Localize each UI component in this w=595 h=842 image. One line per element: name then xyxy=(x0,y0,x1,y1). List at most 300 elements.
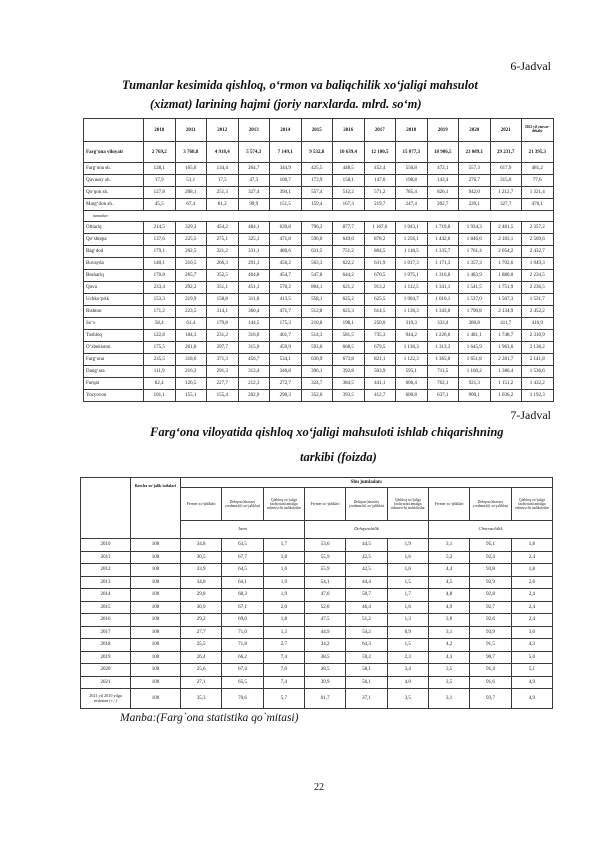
row-label: Rishton xyxy=(84,306,144,318)
data-cell: 3,1 xyxy=(428,689,469,709)
data-cell: 2,7 xyxy=(263,639,304,652)
data-cell: 454,7 xyxy=(270,270,302,282)
data-cell: 2 054,2 xyxy=(490,246,522,258)
data-cell: 175,3 xyxy=(270,318,302,330)
table-row xyxy=(81,551,553,564)
data-cell: 2,4 xyxy=(511,601,552,614)
year-label: 2021 yil 2010 yilga nisbatan (+,-) xyxy=(81,689,131,709)
data-cell: 100 xyxy=(131,689,181,709)
data-cell: 4 918,4 xyxy=(207,142,239,163)
data-cell: 396,1 xyxy=(301,366,333,378)
data-cell: 264,7 xyxy=(238,163,270,175)
data-cell: 596,0 xyxy=(301,234,333,246)
data-cell: 147,6 xyxy=(364,175,396,187)
data-cell: 333,4 xyxy=(427,318,459,330)
data-cell: 250,0 xyxy=(364,318,396,330)
data-cell: 165,0 xyxy=(175,163,207,175)
group-header: Chorvachilik xyxy=(428,521,552,539)
data-cell: 2 138,2 xyxy=(522,342,554,354)
data-cell: 7,0 xyxy=(263,664,304,677)
data-cell: 2 141,8 xyxy=(522,354,554,366)
data-cell: 5,1 xyxy=(511,664,552,677)
data-cell: 1 004,7 xyxy=(396,294,428,306)
data-cell: 670,5 xyxy=(364,270,396,282)
table-row xyxy=(81,664,553,677)
data-cell: 216,3 xyxy=(175,366,207,378)
column-header: 2022 yil yanvar- dekabr xyxy=(522,119,554,142)
data-cell: 18 906,5 xyxy=(427,142,459,163)
data-cell: 100 xyxy=(131,601,181,614)
subcategory-header: Fermer xo‘jaliklari xyxy=(428,488,469,521)
data-cell: 261,8 xyxy=(175,342,207,354)
data-cell: 581,5 xyxy=(333,330,365,342)
data-cell: 202,7 xyxy=(427,199,459,211)
including-header: Shu jumladan: xyxy=(181,478,553,488)
data-cell: 21 395,3 xyxy=(522,142,554,163)
data-cell: 2,6 xyxy=(511,576,552,589)
row-label: Yozyovon xyxy=(84,390,144,402)
row-label: Beshariq xyxy=(84,270,144,282)
data-cell: 3 768,8 xyxy=(175,142,207,163)
data-cell: 42,5 xyxy=(346,551,387,564)
data-cell: 26,4 xyxy=(181,651,222,664)
header-row xyxy=(84,119,554,142)
data-cell: 208,1 xyxy=(175,187,207,199)
data-cell: 35,3 xyxy=(181,689,222,709)
data-cell: 503,9 xyxy=(364,366,396,378)
data-cell: 91,5 xyxy=(470,639,511,652)
table-row xyxy=(81,564,553,577)
data-cell: 1 442,6 xyxy=(427,234,459,246)
data-cell: 91,6 xyxy=(470,676,511,689)
column-header: 2017 xyxy=(364,119,396,142)
data-cell: 179,8 xyxy=(207,318,239,330)
data-cell: 71,8 xyxy=(222,639,263,652)
table-row xyxy=(84,390,554,402)
data-cell: 4,9 xyxy=(428,601,469,614)
data-cell: 17,9 xyxy=(144,175,176,187)
data-cell: 266,3 xyxy=(207,258,239,270)
data-cell: 29,8 xyxy=(181,589,222,602)
data-cell: 360,4 xyxy=(238,306,270,318)
data-cell: 219,9 xyxy=(175,294,207,306)
data-cell: 321,2 xyxy=(207,246,239,258)
data-cell: 625,3 xyxy=(333,306,365,318)
data-cell: 751,2 xyxy=(333,246,365,258)
data-cell: 735,3 xyxy=(364,330,396,342)
data-cell: 557,3 xyxy=(459,163,491,175)
data-cell: 1,7 xyxy=(387,589,428,602)
data-cell: 51,1 xyxy=(175,175,207,187)
data-cell: 92,7 xyxy=(470,601,511,614)
data-cell: 29 231,7 xyxy=(490,142,522,163)
data-cell: 393,5 xyxy=(333,390,365,402)
data-cell: 454,2 xyxy=(207,222,239,234)
data-cell: 175,5 xyxy=(144,342,176,354)
column-header: 2013 xyxy=(238,119,270,142)
data-cell: 1 192,3 xyxy=(522,390,554,402)
header-row xyxy=(81,478,553,488)
data-cell: 2 310,9 xyxy=(522,330,554,342)
data-cell: 1 212,7 xyxy=(490,187,522,199)
data-cell: 644,2 xyxy=(333,270,365,282)
data-cell: 534,1 xyxy=(270,354,302,366)
data-cell: 92,6 xyxy=(470,614,511,627)
data-cell: 12 100,5 xyxy=(364,142,396,163)
data-cell: 484,1 xyxy=(238,222,270,234)
row-label: Furqat xyxy=(84,378,144,390)
data-cell: 59,2 xyxy=(346,651,387,664)
data-cell: 351,1 xyxy=(207,282,239,294)
data-cell: 3,5 xyxy=(428,676,469,689)
data-cell: 64,1 xyxy=(222,576,263,589)
data-cell: 1,9 xyxy=(263,589,304,602)
data-cell: 312,4 xyxy=(238,366,270,378)
data-cell: 679,5 xyxy=(364,342,396,354)
data-cell: 1 136,3 xyxy=(396,306,428,318)
row-label: Qo‘shtepa xyxy=(84,234,144,246)
data-cell: 3,5 xyxy=(428,664,469,677)
corner-cell xyxy=(84,119,144,142)
data-cell: 1,8 xyxy=(511,539,552,552)
data-cell: 29,2 xyxy=(181,614,222,627)
data-cell: 821,1 xyxy=(364,354,396,366)
data-cell: 1 010,1 xyxy=(427,294,459,306)
table-6 xyxy=(83,118,554,402)
subcategory-header: Dehqon (shaxsiy yordamchi) xo‘jaliklari xyxy=(222,488,263,521)
year-label: 2011 xyxy=(81,551,131,564)
data-cell: 225,5 xyxy=(175,234,207,246)
data-cell: 1,9 xyxy=(263,576,304,589)
data-cell: 1 112,5 xyxy=(396,282,428,294)
data-cell: 1,5 xyxy=(387,576,428,589)
table-row xyxy=(84,330,554,342)
data-cell: 480,6 xyxy=(270,246,302,258)
data-cell: 158,8 xyxy=(207,294,239,306)
data-cell: 239,1 xyxy=(459,199,491,211)
year-label: 2019 xyxy=(81,651,131,664)
table-7-title-line-2: tarkibi (foizda) xyxy=(300,450,377,464)
data-cell: 625,2 xyxy=(333,294,365,306)
data-cell: 448,5 xyxy=(333,163,365,175)
data-cell: 67,4 xyxy=(175,199,207,211)
row-label: Farg‘ona sh. xyxy=(84,163,144,175)
data-cell: 93,9 xyxy=(470,626,511,639)
data-cell: 214,5 xyxy=(144,222,176,234)
table-6-title-line-2: (xizmat) larining hajmi (joriy narxlarda. mlrd. so‘m) xyxy=(150,97,422,111)
data-cell: 2 134,9 xyxy=(490,306,522,318)
data-cell: 4,8 xyxy=(428,589,469,602)
data-cell: 318,6 xyxy=(175,354,207,366)
data-cell: 1 321,4 xyxy=(522,187,554,199)
row-label: Quvasoy sh. xyxy=(84,175,144,187)
data-cell: 100 xyxy=(131,576,181,589)
data-cell: 93,7 xyxy=(470,689,511,709)
table-row xyxy=(84,366,554,378)
data-cell: 155,4 xyxy=(207,390,239,402)
data-cell: 111,9 xyxy=(144,366,176,378)
data-cell: 416,9 xyxy=(522,318,554,330)
data-cell: 595,1 xyxy=(396,366,428,378)
data-cell: 2,3 xyxy=(387,651,428,664)
data-cell: 324,7 xyxy=(301,378,333,390)
column-header: 2010 xyxy=(144,119,176,142)
data-cell: 606,4 xyxy=(396,378,428,390)
data-cell: 384,5 xyxy=(333,378,365,390)
data-cell: 1 343,0 xyxy=(427,306,459,318)
data-cell: 58,1 xyxy=(346,664,387,677)
table-row xyxy=(81,626,553,639)
data-cell: 251,3 xyxy=(207,187,239,199)
row-label: Qo‘qon sh. xyxy=(84,187,144,199)
data-cell: 2 452,2 xyxy=(522,306,554,318)
data-cell: 17,5 xyxy=(207,175,239,187)
data-cell: 1 171,3 xyxy=(427,258,459,270)
data-cell: 3,1 xyxy=(428,626,469,639)
data-cell: 100 xyxy=(131,564,181,577)
data-cell: 804,5 xyxy=(364,246,396,258)
data-cell: 140,1 xyxy=(144,258,176,270)
column-header: 2021 xyxy=(490,119,522,142)
data-cell: 231,2 xyxy=(207,330,239,342)
data-cell: 314,1 xyxy=(207,306,239,318)
data-cell: 547,8 xyxy=(301,270,333,282)
row-label: Farg‘ona xyxy=(84,354,144,366)
data-cell: 37,1 xyxy=(346,689,387,709)
data-cell: 451,1 xyxy=(238,282,270,294)
data-cell: 223,5 xyxy=(175,306,207,318)
data-cell: 1 036,2 xyxy=(490,390,522,402)
column-header: 2019 xyxy=(427,119,459,142)
data-cell: 61,4 xyxy=(175,318,207,330)
data-cell: 202,9 xyxy=(238,390,270,402)
data-cell: 2 357,2 xyxy=(522,222,554,234)
data-cell: 63,5 xyxy=(222,539,263,552)
data-cell: 25,5 xyxy=(181,639,222,652)
data-cell: 413,5 xyxy=(270,294,302,306)
data-cell: 1 365,0 xyxy=(427,354,459,366)
data-cell: 1 702,6 xyxy=(490,258,522,270)
data-cell: 2 234,5 xyxy=(522,270,554,282)
data-cell: 630,9 xyxy=(301,354,333,366)
data-cell: 2,0 xyxy=(263,601,304,614)
data-cell: 4,3 xyxy=(511,639,552,652)
data-cell: 401,7 xyxy=(270,330,302,342)
data-cell: 64,5 xyxy=(222,564,263,577)
data-cell: 319,3 xyxy=(396,318,428,330)
data-cell: 563,3 xyxy=(301,258,333,270)
subcategory-header: Qishloq xo‘jaligi faoliyatini amalga oshiruvchi tashkilotlar xyxy=(511,488,552,521)
subcategory-header: Fermer xo‘jaliklari xyxy=(304,488,345,521)
data-cell: 34,8 xyxy=(181,539,222,552)
data-cell: 344,9 xyxy=(270,163,302,175)
data-cell: 45,5 xyxy=(144,199,176,211)
data-cell: 38,5 xyxy=(304,651,345,664)
data-cell: 371,3 xyxy=(207,354,239,366)
data-cell: 2 281,7 xyxy=(490,354,522,366)
data-cell: 1 017,3 xyxy=(396,258,428,270)
table-row xyxy=(84,199,554,211)
data-cell: 71,0 xyxy=(222,626,263,639)
column-header: 2014 xyxy=(270,119,302,142)
data-cell: 15 077,3 xyxy=(396,142,428,163)
data-cell: 456,7 xyxy=(238,354,270,366)
data-cell: 4,4 xyxy=(428,564,469,577)
data-cell: 1 151,2 xyxy=(490,378,522,390)
data-cell: 311,0 xyxy=(238,294,270,306)
data-cell: 54,2 xyxy=(346,626,387,639)
data-cell: 56,1 xyxy=(346,676,387,689)
table-row xyxy=(84,163,554,175)
table-row xyxy=(84,306,554,318)
data-cell: 9 532,8 xyxy=(301,142,333,163)
table-row xyxy=(84,318,554,330)
row-label: So‘x xyxy=(84,318,144,330)
table-row xyxy=(84,270,554,282)
data-cell: 352,5 xyxy=(207,270,239,282)
column-header: 2015 xyxy=(301,119,333,142)
data-cell: 159,4 xyxy=(301,199,333,211)
data-cell: 100 xyxy=(131,676,181,689)
table-row xyxy=(81,539,553,552)
subcategory-header: Fermer xo‘jaliklari xyxy=(181,488,222,521)
data-cell: 1 136,3 xyxy=(396,342,428,354)
data-cell: 1 432,2 xyxy=(522,378,554,390)
data-cell: 441,1 xyxy=(364,378,396,390)
data-cell: 804,1 xyxy=(301,282,333,294)
data-cell: 1,8 xyxy=(263,551,304,564)
data-cell: 571,2 xyxy=(364,187,396,199)
data-cell: 51,2 xyxy=(346,614,387,627)
data-cell: 315,0 xyxy=(490,175,522,187)
row-label: Bag‘dod xyxy=(84,246,144,258)
data-cell: 1 846,6 xyxy=(459,234,491,246)
data-cell: 2 769,2 xyxy=(144,142,176,163)
data-cell: 291,3 xyxy=(207,366,239,378)
table-6-title-line-1: Tumanlar kesimida qishloq, o‘rmon va baliqchilik xo‘jaligi mahsulot xyxy=(122,78,478,92)
data-cell: 100 xyxy=(131,626,181,639)
data-cell: 5,2 xyxy=(428,551,469,564)
data-cell: 452,4 xyxy=(364,163,396,175)
data-cell: 471,8 xyxy=(270,234,302,246)
data-cell: 210,8 xyxy=(301,318,333,330)
data-cell: 5 574,3 xyxy=(238,142,270,163)
data-cell: 558,1 xyxy=(301,294,333,306)
data-cell: 55,9 xyxy=(304,564,345,577)
data-cell: 153,3 xyxy=(144,294,176,306)
data-cell: 346,8 xyxy=(270,366,302,378)
data-cell: 100 xyxy=(131,551,181,564)
data-cell: 1 880,0 xyxy=(490,270,522,282)
data-cell: 3,0 xyxy=(428,614,469,627)
data-cell: 143,4 xyxy=(427,175,459,187)
data-cell: 826,1 xyxy=(427,187,459,199)
data-cell: 7,4 xyxy=(263,676,304,689)
column-header: 2020 xyxy=(459,119,491,142)
data-cell: 297,7 xyxy=(207,342,239,354)
data-cell: 593,0 xyxy=(301,342,333,354)
data-cell: 91,4 xyxy=(470,664,511,677)
data-cell: 173,9 xyxy=(301,175,333,187)
data-cell: 1 645,9 xyxy=(459,342,491,354)
data-cell: 47,6 xyxy=(304,589,345,602)
data-cell: 711,5 xyxy=(427,366,459,378)
year-label: 2018 xyxy=(81,639,131,652)
data-cell: 2 236,5 xyxy=(522,282,554,294)
data-cell: 1,3 xyxy=(387,614,428,627)
subcategory-header: Dehqon (shaxsiy yordamchi) xo‘jaliklari xyxy=(346,488,387,521)
data-cell: 50,7 xyxy=(346,589,387,602)
data-cell: 900,1 xyxy=(459,390,491,402)
data-cell: 327,7 xyxy=(490,199,522,211)
data-cell: 459,9 xyxy=(270,342,302,354)
data-cell: 66,2 xyxy=(222,651,263,664)
data-cell: 785,4 xyxy=(396,187,428,199)
data-cell: 198,1 xyxy=(333,318,365,330)
data-cell: 158,1 xyxy=(333,175,365,187)
data-cell: 184,3 xyxy=(175,330,207,342)
data-cell: 1,8 xyxy=(511,564,552,577)
data-cell: 1 536,6 xyxy=(522,366,554,378)
data-cell: 1 043,1 xyxy=(396,222,428,234)
data-cell: 471,7 xyxy=(270,306,302,318)
data-cell: 1,6 xyxy=(263,564,304,577)
data-cell: 42,5 xyxy=(346,564,387,577)
data-cell: 95,1 xyxy=(470,539,511,552)
data-cell: 316,0 xyxy=(238,330,270,342)
table-row xyxy=(84,378,554,390)
data-cell: 5,0 xyxy=(511,651,552,664)
data-cell: 54,1 xyxy=(304,576,345,589)
data-cell: 47,5 xyxy=(304,614,345,627)
data-cell: 1 122,3 xyxy=(396,354,428,366)
data-cell: 235,5 xyxy=(144,354,176,366)
data-cell: 100 xyxy=(131,651,181,664)
data-cell: 2 569,6 xyxy=(522,234,554,246)
data-cell: 77,6 xyxy=(522,175,554,187)
data-cell: 639,8 xyxy=(270,222,302,234)
data-cell: 4,0 xyxy=(387,676,428,689)
row-label: Oltiariq xyxy=(84,222,144,234)
data-cell: 167,3 xyxy=(333,199,365,211)
table-7-title-line-1: Farg‘ona viloyatida qishloq xo‘jaligi mahsuloti ishlab chiqarishning xyxy=(150,425,504,439)
data-cell: 514,3 xyxy=(301,330,333,342)
table-row xyxy=(84,211,554,222)
data-cell: 44,4 xyxy=(346,576,387,589)
data-cell: 7,4 xyxy=(263,651,304,664)
data-cell: 325,1 xyxy=(238,234,270,246)
data-cell: 1,9 xyxy=(387,539,428,552)
row-label: Toshloq xyxy=(84,330,144,342)
table-row xyxy=(81,639,553,652)
table-7 xyxy=(80,477,553,709)
data-cell: 4,9 xyxy=(511,676,552,689)
data-cell: 65,5 xyxy=(222,676,263,689)
data-cell: 1 075,1 xyxy=(396,270,428,282)
data-cell: 4,9 xyxy=(511,689,552,709)
data-cell: 68,3 xyxy=(222,589,263,602)
data-cell: 23 089,1 xyxy=(459,142,491,163)
data-cell: 411,7 xyxy=(490,318,522,330)
data-cell: 265,7 xyxy=(175,270,207,282)
data-cell: 327,4 xyxy=(238,187,270,199)
table-row xyxy=(84,282,554,294)
data-cell: 55,9 xyxy=(304,551,345,564)
table-row xyxy=(84,258,554,270)
data-cell: 198,8 xyxy=(396,175,428,187)
data-cell: 137,6 xyxy=(144,234,176,246)
data-cell: 617,9 xyxy=(490,163,522,175)
